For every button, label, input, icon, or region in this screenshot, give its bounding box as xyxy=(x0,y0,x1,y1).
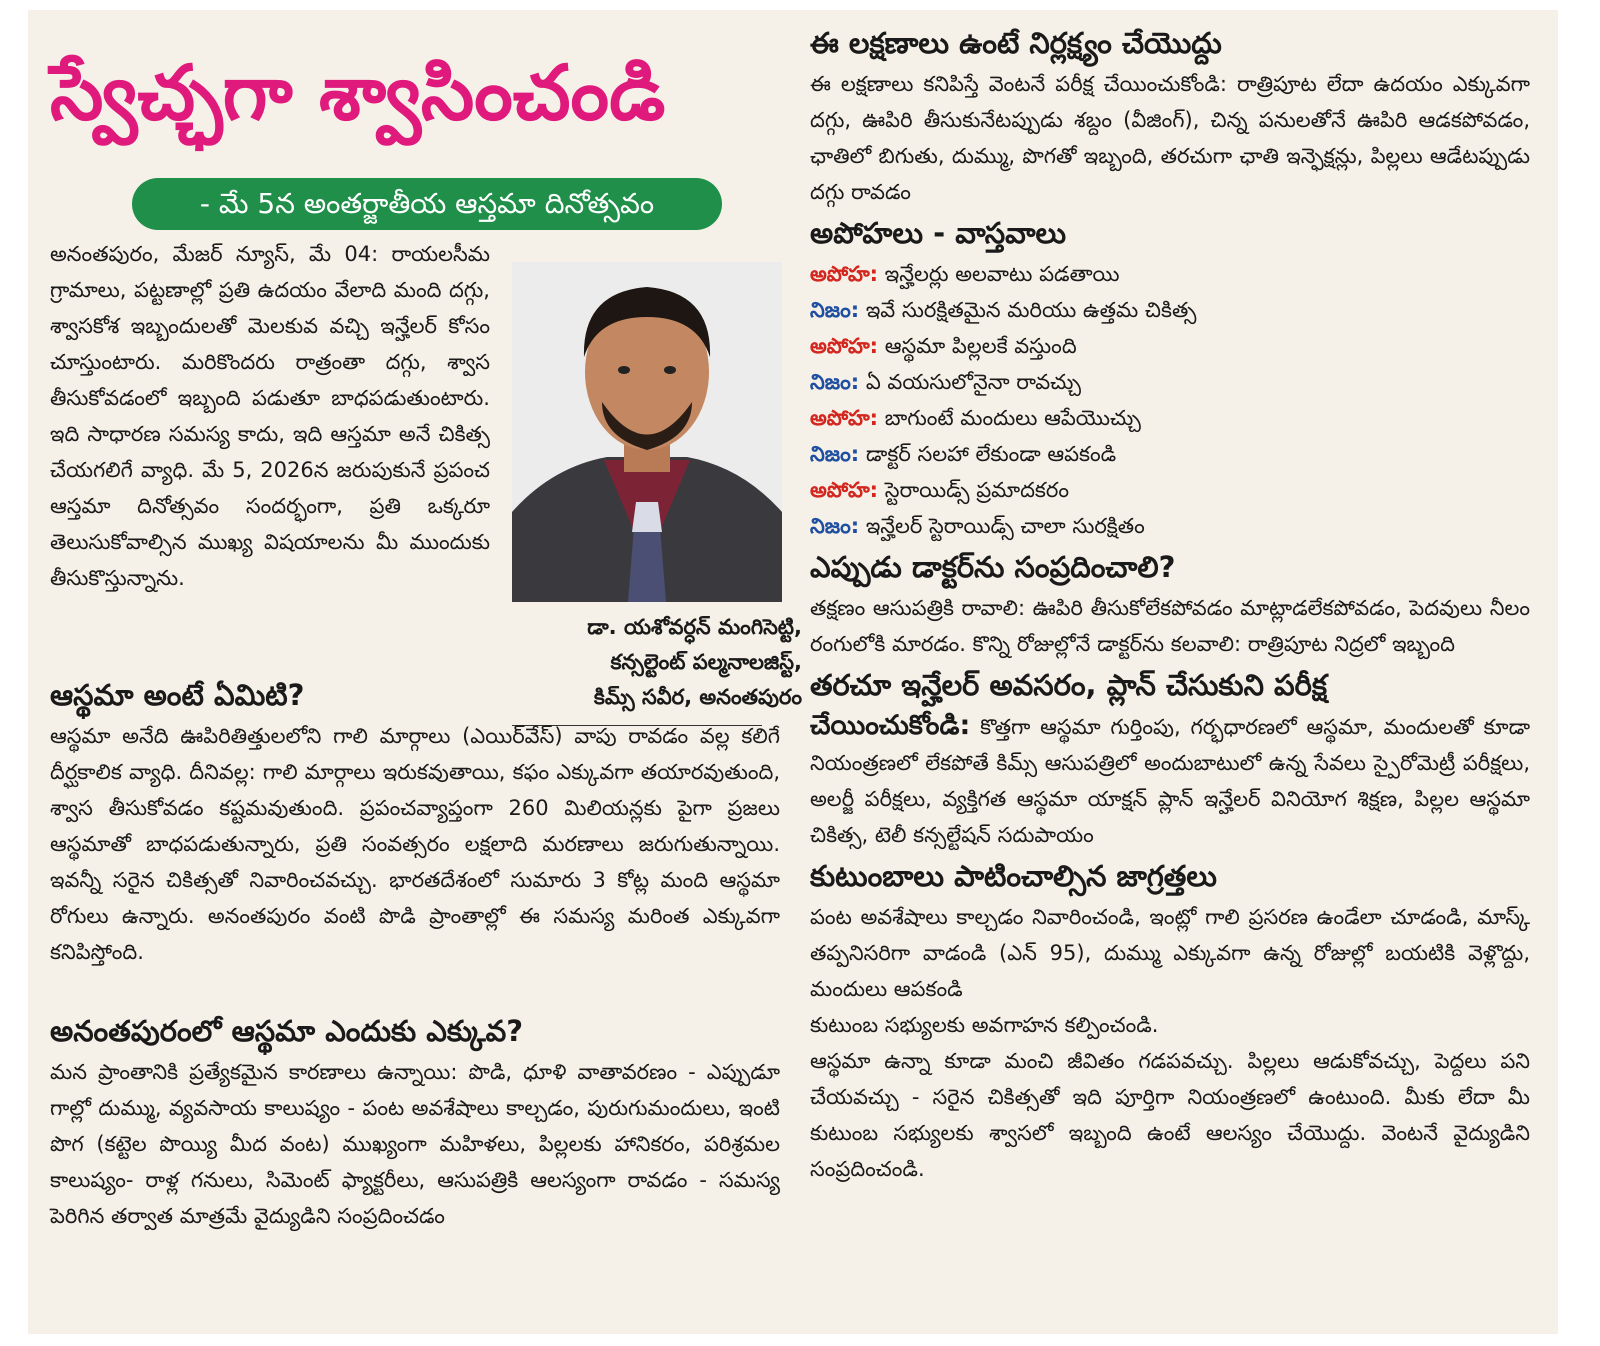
section-text xyxy=(810,708,1530,853)
fact-row xyxy=(810,292,1530,328)
myth-text: బాగుంటే మందులు ఆపేయొచ్చు xyxy=(884,406,1141,430)
section-heading: ఎప్పుడు డాక్టర్‌ను సంప్రదించాలి? xyxy=(810,550,1176,584)
newspaper-clipping xyxy=(28,10,1558,1334)
fact-label: నిజం: xyxy=(810,298,860,322)
fact-label: నిజం: xyxy=(810,442,860,466)
section-heading: తరచూ ఇన్హేలర్ అవసరం, ప్లాన్ చేసుకుని పరీక్ష xyxy=(810,668,1327,702)
section-plan-test xyxy=(810,664,1530,853)
section-text: పంట అవశేషాలు కాల్చడం నివారించండి, ఇంట్లో గాలి ప్రసరణ ఉండేలా చూడండి, మాస్క్ తప్పనిసరిగా వాడండి (ఎన్ 95), దుమ్ము ఎక్కువగా ఉన్న రోజుల్లో బయటికి వెళ్లొద్దు, మందులు ఆపకండి xyxy=(810,905,1530,1001)
section-heading: ఈ లక్షణాలు ఉంటే నిర్లక్ష్యం చేయొద్దు xyxy=(810,26,1222,60)
myth-row xyxy=(810,472,1530,508)
section-heading: అపోహలు - వాస్తవాలు xyxy=(810,216,1067,250)
intro-paragraph: అనంతపురం, మేజర్ న్యూస్, మే 04: రాయలసీమ గ్రామాలు, పట్టణాల్లో ప్రతి ఉదయం వేలాది మంది దగ్గు, శ్వాసకోశ ఇబ్బందులతో మెలకువ వచ్చి ఇన్హేలర్ కోసం చూస్తుంటారు. మరికొందరు రాత్రంతా దగ్గు, శ్వాస తీసుకోవడంలో ఇబ్బంది పడుతూ బాధపడుతుంటారు. ఇది సాధారణ సమస్య కాదు, ఇది ఆస్తమా అనే చికిత్స చేయగలిగే వ్యాధి. మే 5, 2026న జరుపుకునే ప్రపంచ ఆస్తమా దినోత్సవం సందర్భంగా, ప్రతి ఒక్కరూ తెలుసుకోవాల్సిన ముఖ్య విషయాలను మీ ముందుకు తీసుకొస్తున్నాను. xyxy=(50,242,490,590)
section-when-to-see-doctor xyxy=(810,546,1530,662)
section-symptoms xyxy=(810,22,1530,210)
caption-designation: కన్సల్టెంట్ పల్మనాలజిస్ట్, xyxy=(610,650,802,674)
fact-label: నిజం: xyxy=(810,370,860,394)
caption-hospital: కిమ్స్ సవీర, అనంతపురం xyxy=(593,685,802,709)
section-why-more-in-anantapur xyxy=(50,1008,780,1234)
fact-text: ఇన్హేలర్ స్టెరాయిడ్స్ చాలా సురక్షితం xyxy=(865,514,1145,538)
section-text: మన ప్రాంతానికి ప్రత్యేకమైన కారణాలు ఉన్నాయి: పొడి, ధూళి వాతావరణం - ఎప్పుడూ గాల్లో దుమ్ము, వ్యవసాయ కాలుష్యం - పంట అవశేషాలు కాల్చడం, పురుగుమందులు, ఇంటి పొగ (కట్టెల పొయ్యి మీద వంట) ముఖ్యంగా మహిళలు, పిల్లలకు హానికరం, పరిశ్రమల కాలుష్యం- రాళ్ల గనులు, సిమెంట్ ఫ్యాక్టరీలు, ఆసుపత్రికి ఆలస్యంగా రావడం - సమస్య పెరిగిన తర్వాత మాత్రమే వైద్యుడిని సంప్రదించడం xyxy=(50,1060,780,1228)
myth-label: అపోహ: xyxy=(810,406,879,430)
myth-text: ఇన్హేలర్లు అలవాటు పడతాయి xyxy=(884,262,1120,286)
myth-label: అపోహ: xyxy=(810,262,879,286)
section-text: తక్షణం ఆసుపత్రికి రావాలి: ఊపిరి తీసుకోలేకపోవడం మాట్లాడలేకపోవడం, పెదవులు నీలం రంగులోకి మారడం. కొన్ని రోజుల్లోనే డాక్టర్‌ను కలవాలి: రాత్రిపూట నిద్రలో ఇబ్బంది xyxy=(810,596,1530,656)
section-text-body: కొత్తగా ఆస్థమా గుర్తింపు, గర్భధారణలో ఆస్థమా, మందులతో కూడా నియంత్రణలో లేకపోతే కిమ్స్ ఆసుపత్రిలో అందుబాటులో ఉన్న సేవలు స్పైరోమెట్రీ పరీక్షలు, అలర్జీ పరీక్షలు, వ్యక్తిగత ఆస్థమా యాక్షన్ ప్లాన్ ఇన్హేలర్ వినియోగ శిక్షణ, పిల్లల ఆస్థమా చికిత్స, టెలీ కన్సల్టేషన్ సదుపాయం xyxy=(810,715,1530,847)
fact-text: ఇవే సురక్షితమైన మరియు ఉత్తమ చికిత్స xyxy=(865,298,1197,322)
myth-row xyxy=(810,256,1530,292)
section-myths-facts xyxy=(810,212,1530,544)
doctor-portrait-icon xyxy=(512,262,782,602)
myth-row xyxy=(810,328,1530,364)
section-heading: అనంతపురంలో ఆస్థమా ఎందుకు ఎక్కువ? xyxy=(50,1014,524,1048)
fact-text: డాక్టర్ సలహా లేకుండా ఆపకండి xyxy=(865,442,1117,466)
fact-row xyxy=(810,508,1530,544)
fact-row xyxy=(810,436,1530,472)
myth-text: స్టెరాయిడ్స్ ప్రమాదకరం xyxy=(884,478,1069,502)
right-column xyxy=(810,20,1530,1187)
subtitle-banner: - మే 5న అంతర్జాతీయ ఆస్తమా దినోత్సవం xyxy=(132,178,722,230)
myth-text: ఆస్థమా పిల్లలకే వస్తుంది xyxy=(884,334,1077,358)
section-family-precautions xyxy=(810,855,1530,1187)
closing-paragraph: ఆస్థమా ఉన్నా కూడా మంచి జీవితం గడపవచ్చు. పిల్లలు ఆడుకోవచ్చు, పెద్దలు పని చేయవచ్చు - సరైన చికిత్సతో ఇది పూర్తిగా నియంత్రణలో ఉంటుంది. మీకు లేదా మీ కుటుంబ సభ్యులకు శ్వాసలో ఇబ్బంది ఉంటే ఆలస్యం చేయొద్దు. వెంటనే వైద్యుడిని సంప్రదించండి. xyxy=(810,1049,1530,1181)
myth-label: అపోహ: xyxy=(810,478,879,502)
myth-label: అపోహ: xyxy=(810,334,879,358)
myth-row xyxy=(810,400,1530,436)
section-text: ఆస్థమా అనేది ఊపిరితిత్తులలోని గాలి మార్గాలు (ఎయిర్‌వేస్) వాపు రావడం వల్ల కలిగే దీర్ఘకాలిక వ్యాధి. దీనివల్ల: గాలి మార్గాలు ఇరుకవుతాయి, కఫం ఎక్కువగా తయారవుతుంది, శ్వాస తీసుకోవడం కష్టమవుతుంది. ప్రపంచవ్యాప్తంగా 260 మిలియన్లకు పైగా ప్రజలు ఆస్థమాతో బాధపడుతున్నారు, ప్రతి సంవత్సరం లక్షలాది మరణాలు జరుగుతున్నాయి. ఇవన్నీ సరైన చికిత్సతో నివారించవచ్చు. భారతదేశంలో సుమారు 3 కోట్ల మంది ఆస్థమా రోగులు ఉన్నారు. అనంతపురం వంటి పొడి ప్రాంతాల్లో ఈ సమస్య మరింత ఎక్కువగా కనిపిస్తోంది. xyxy=(50,724,780,964)
fact-text: ఏ వయసులోనైనా రావచ్చు xyxy=(865,370,1082,394)
headline: స్వేచ్ఛగా శ్వాసించండి xyxy=(50,48,666,137)
section-text: ఈ లక్షణాలు కనిపిస్తే వెంటనే పరీక్ష చేయించుకోండి: రాత్రిపూట లేదా ఉదయం ఎక్కువగా దగ్గు, ఊపిరి తీసుకునేటప్పుడు శబ్దం (వీజింగ్), చిన్న పనులతోనే ఊపిరి ఆడకపోవడం, ఛాతిలో బిగుతు, దుమ్ము, పొగతో ఇబ్బంది, తరచుగా ఛాతి ఇన్ఫెక్షన్లు, పిల్లలు ఆడేటప్పుడు దగ్గు రావడం xyxy=(810,72,1530,204)
section-heading: కుటుంబాలు పాటించాల్సిన జాగ్రత్తలు xyxy=(810,859,1217,893)
doctor-photo xyxy=(512,262,782,602)
section-text: కుటుంబ సభ్యులకు అవగాహన కల్పించండి. xyxy=(810,1013,1159,1037)
fact-label: నిజం: xyxy=(810,514,860,538)
fact-row xyxy=(810,364,1530,400)
caption-name: డా. యశోవర్ధన్ మంగిసెట్టి, xyxy=(587,615,802,639)
section-heading-continued: చేయించుకోండి: xyxy=(810,710,971,741)
section-heading: ఆస్థమా అంటే ఏమిటి? xyxy=(50,678,305,712)
section-what-is-asthma xyxy=(50,672,780,970)
